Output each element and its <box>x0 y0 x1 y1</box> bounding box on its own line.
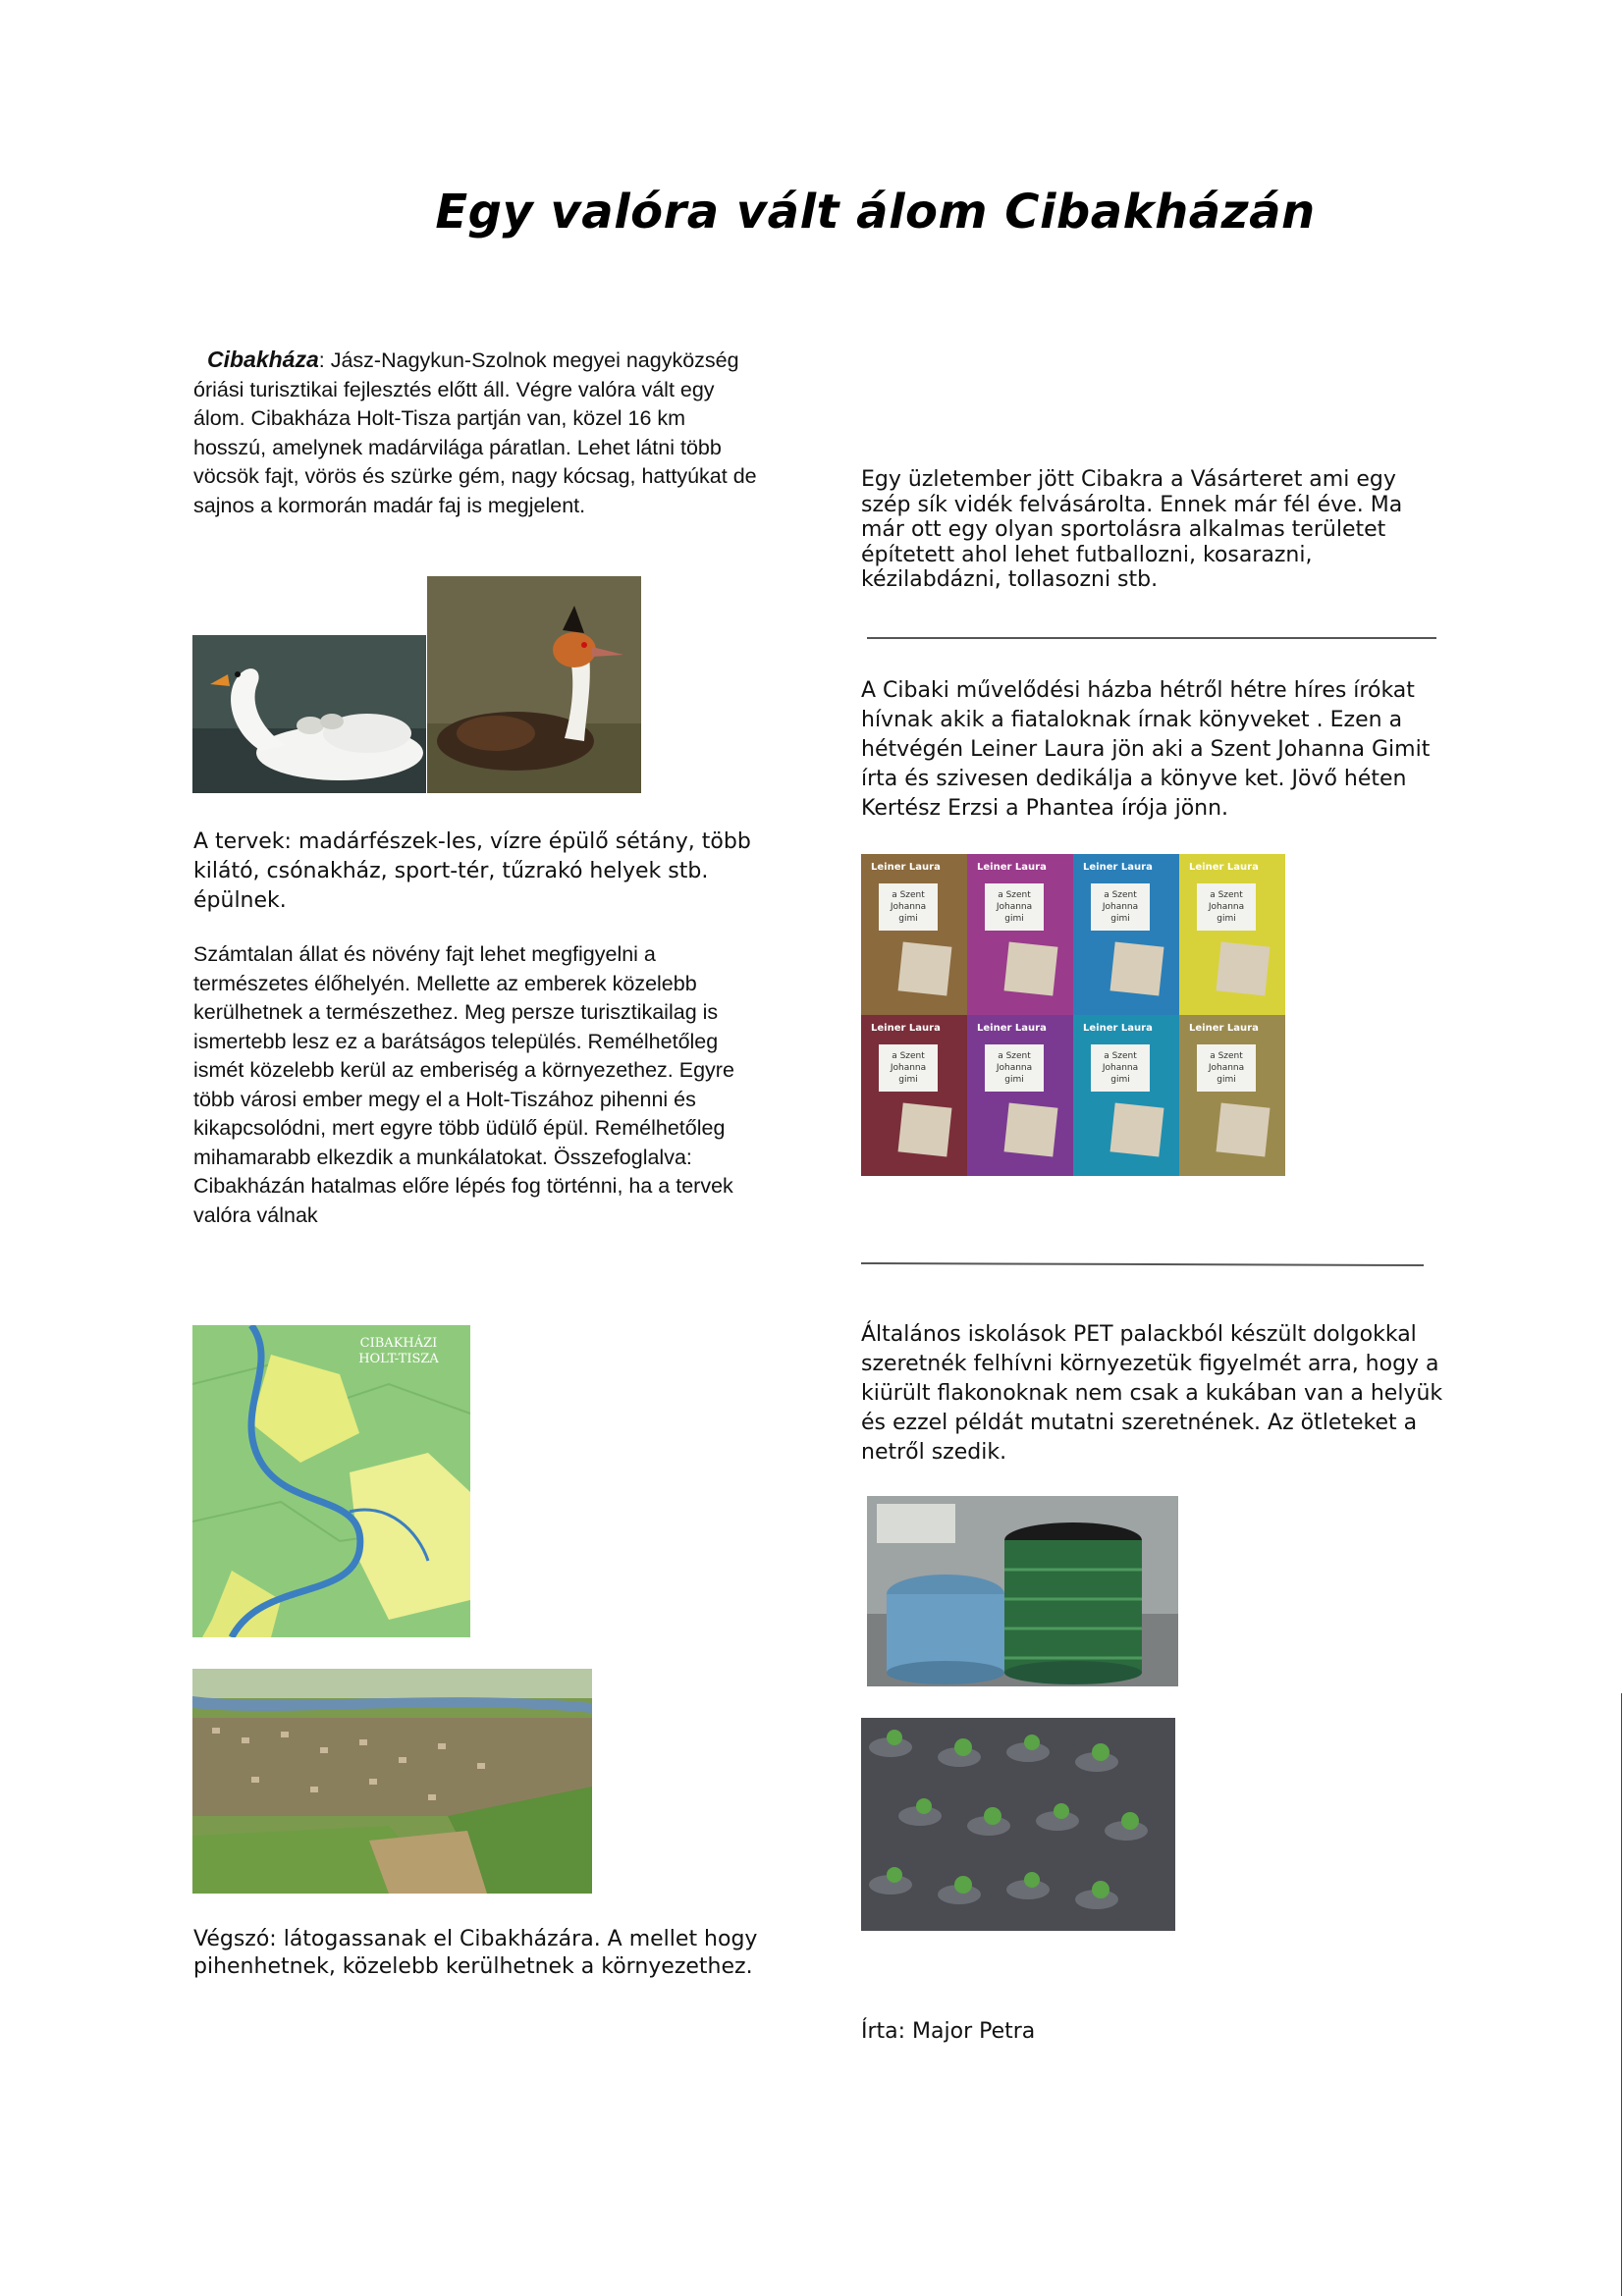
book-cover-text: Leiner Laura <box>977 1023 1047 1034</box>
book-cover <box>967 854 1073 1015</box>
book-cover <box>967 1015 1073 1176</box>
closing-paragraph: Végszó: látogassanak el Cibakházára. A mellet hogy pihenhetnek, közelebb kerülhetnek a környezethez. <box>193 1927 758 1979</box>
book-cover-text: Leiner Laura <box>1083 1023 1153 1034</box>
book-cover-text: a Szent <box>892 890 925 900</box>
pet-bottle-planters-photo <box>861 1718 1175 1931</box>
book-cover-text: gimi <box>1004 1075 1024 1085</box>
intro-paragraph <box>193 346 763 520</box>
book-cover-text: a Szent <box>1210 1051 1243 1061</box>
swan-photo <box>192 635 426 793</box>
book-cover-text: Leiner Laura <box>1189 862 1259 873</box>
grebe-photo <box>427 576 641 793</box>
book-cover-text: a Szent <box>1104 1051 1137 1061</box>
book-cover-text: gimi <box>1004 914 1024 924</box>
book-cover-text: a Szent <box>892 1051 925 1061</box>
book-cover-text: gimi <box>1217 1075 1236 1085</box>
book-cover-text: a Szent <box>998 890 1031 900</box>
book-cover <box>861 854 967 1015</box>
book-cover-text: Johanna <box>1102 902 1139 912</box>
intro-text: : Jász-Nagykun-Szolnok megyei nagyközség óriási turisztikai fejlesztés előtt áll. Végre valóra vált egy álom. Cibakháza Holt-Tisza partján van, közel 16 km hosszú, amelynek madárvilága páratlan. Lehet látni több vöcsök fajt, vörös és szürke gém, nagy kócsag, hattyúkat de sajnos a kormorán madár faj is megjelent. <box>193 348 757 517</box>
book-cover-text: Johanna <box>1208 902 1245 912</box>
book-cover-text: a Szent <box>998 1051 1031 1061</box>
book-cover-text: gimi <box>1217 914 1236 924</box>
author-line: Írta: Major Petra <box>861 2019 1036 2044</box>
book-cover-text: Johanna <box>890 1063 927 1073</box>
book-cover <box>1179 1015 1285 1176</box>
book-cover-text: Leiner Laura <box>1083 862 1153 873</box>
book-cover-text: Johanna <box>1102 1063 1139 1073</box>
book-cover <box>861 1015 967 1176</box>
nature-paragraph: Számtalan állat és növény fajt lehet megfigyelni a természetes élőhelyén. Mellette az emberek közelebb kerülhetnek a természethez. Meg persze turisztikailag is ismertebb lesz ez a barátságos település. Remélhetőleg ismét közelebb kerül az emberiség a környezethez. Egyre több városi ember megy el a Holt-Tiszához pihenni és kikapcsolódni, mert egyre több üdülő épül. Remélhetőleg mihamarabb elkezdik a munkálatokat. Összefoglalva: Cibakházán hatalmas előre lépés fog történni, ha a tervek valóra válnak <box>193 942 734 1227</box>
book-cover-text: gimi <box>898 1075 918 1085</box>
book-cover-text: Leiner Laura <box>871 862 941 873</box>
map-title-2: HOLT-TISZA <box>358 1352 439 1366</box>
book-covers-collage <box>861 854 1285 1176</box>
schools-paragraph: Általános iskolások PET palackból készült dolgokkal szeretnék felhívni környezetük figyelmét arra, hogy a kiürült flakonoknak nem csak a kukában van a helyük és ezzel példát mutatni szeretnének. Az ötleteket a netről szedik. <box>861 1322 1443 1465</box>
intro-lead: Cibakháza <box>207 347 319 372</box>
book-cover-text: Leiner Laura <box>977 862 1047 873</box>
market-paragraph: Egy üzletember jött Cibakra a Vásárteret ami egy szép sík vidék felvásárolta. Ennek már fél éve. Ma már ott egy olyan sportolásra alkalmas területet építetett ahol lehet futballozni, kosarazni, kézilabdázni, tollasozni stb. <box>861 467 1403 592</box>
book-cover-text: Johanna <box>996 902 1033 912</box>
book-cover-text: a Szent <box>1210 890 1243 900</box>
book-cover-text: gimi <box>1110 1075 1130 1085</box>
book-cover-text: Leiner Laura <box>871 1023 941 1034</box>
page-edge-line <box>1621 1693 1622 2296</box>
book-cover <box>1073 1015 1179 1176</box>
book-cover-text: a Szent <box>1104 890 1137 900</box>
plans-paragraph: A tervek: madárfészek-les, vízre épülő sétány, több kilátó, csónakház, sport-tér, tűzrakó helyek stb. épülnek. <box>193 829 751 913</box>
map-title-1: CIBAKHÁZI <box>359 1336 438 1351</box>
book-cover-text: Leiner Laura <box>1189 1023 1259 1034</box>
culture-paragraph: A Cibaki művelődési házba hétről hétre híres írókat hívnak akik a fiataloknak írnak könyveket . Ezen a hétvégén Leiner Laura jön aki a Szent Johanna Gimit írta és szivesen dedikálja a könyve ket. Jövő héten Kertész Erzsi a Phantea írója jönn. <box>861 678 1431 821</box>
book-cover-text: gimi <box>898 914 918 924</box>
book-cover-text: gimi <box>1110 914 1130 924</box>
book-cover-text: Johanna <box>890 902 927 912</box>
page-title: Egy valóra vált álom Cibakházán <box>435 185 1316 240</box>
book-cover <box>1073 854 1179 1015</box>
book-cover <box>1179 854 1285 1015</box>
aerial-town-photo <box>192 1669 592 1894</box>
book-cover-text: Johanna <box>1208 1063 1245 1073</box>
divider-1 <box>867 637 1436 639</box>
book-cover-text: Johanna <box>996 1063 1033 1073</box>
divider-2 <box>861 1262 1424 1266</box>
pet-bottle-bins-photo <box>867 1496 1178 1686</box>
holt-tisza-map <box>192 1325 470 1637</box>
